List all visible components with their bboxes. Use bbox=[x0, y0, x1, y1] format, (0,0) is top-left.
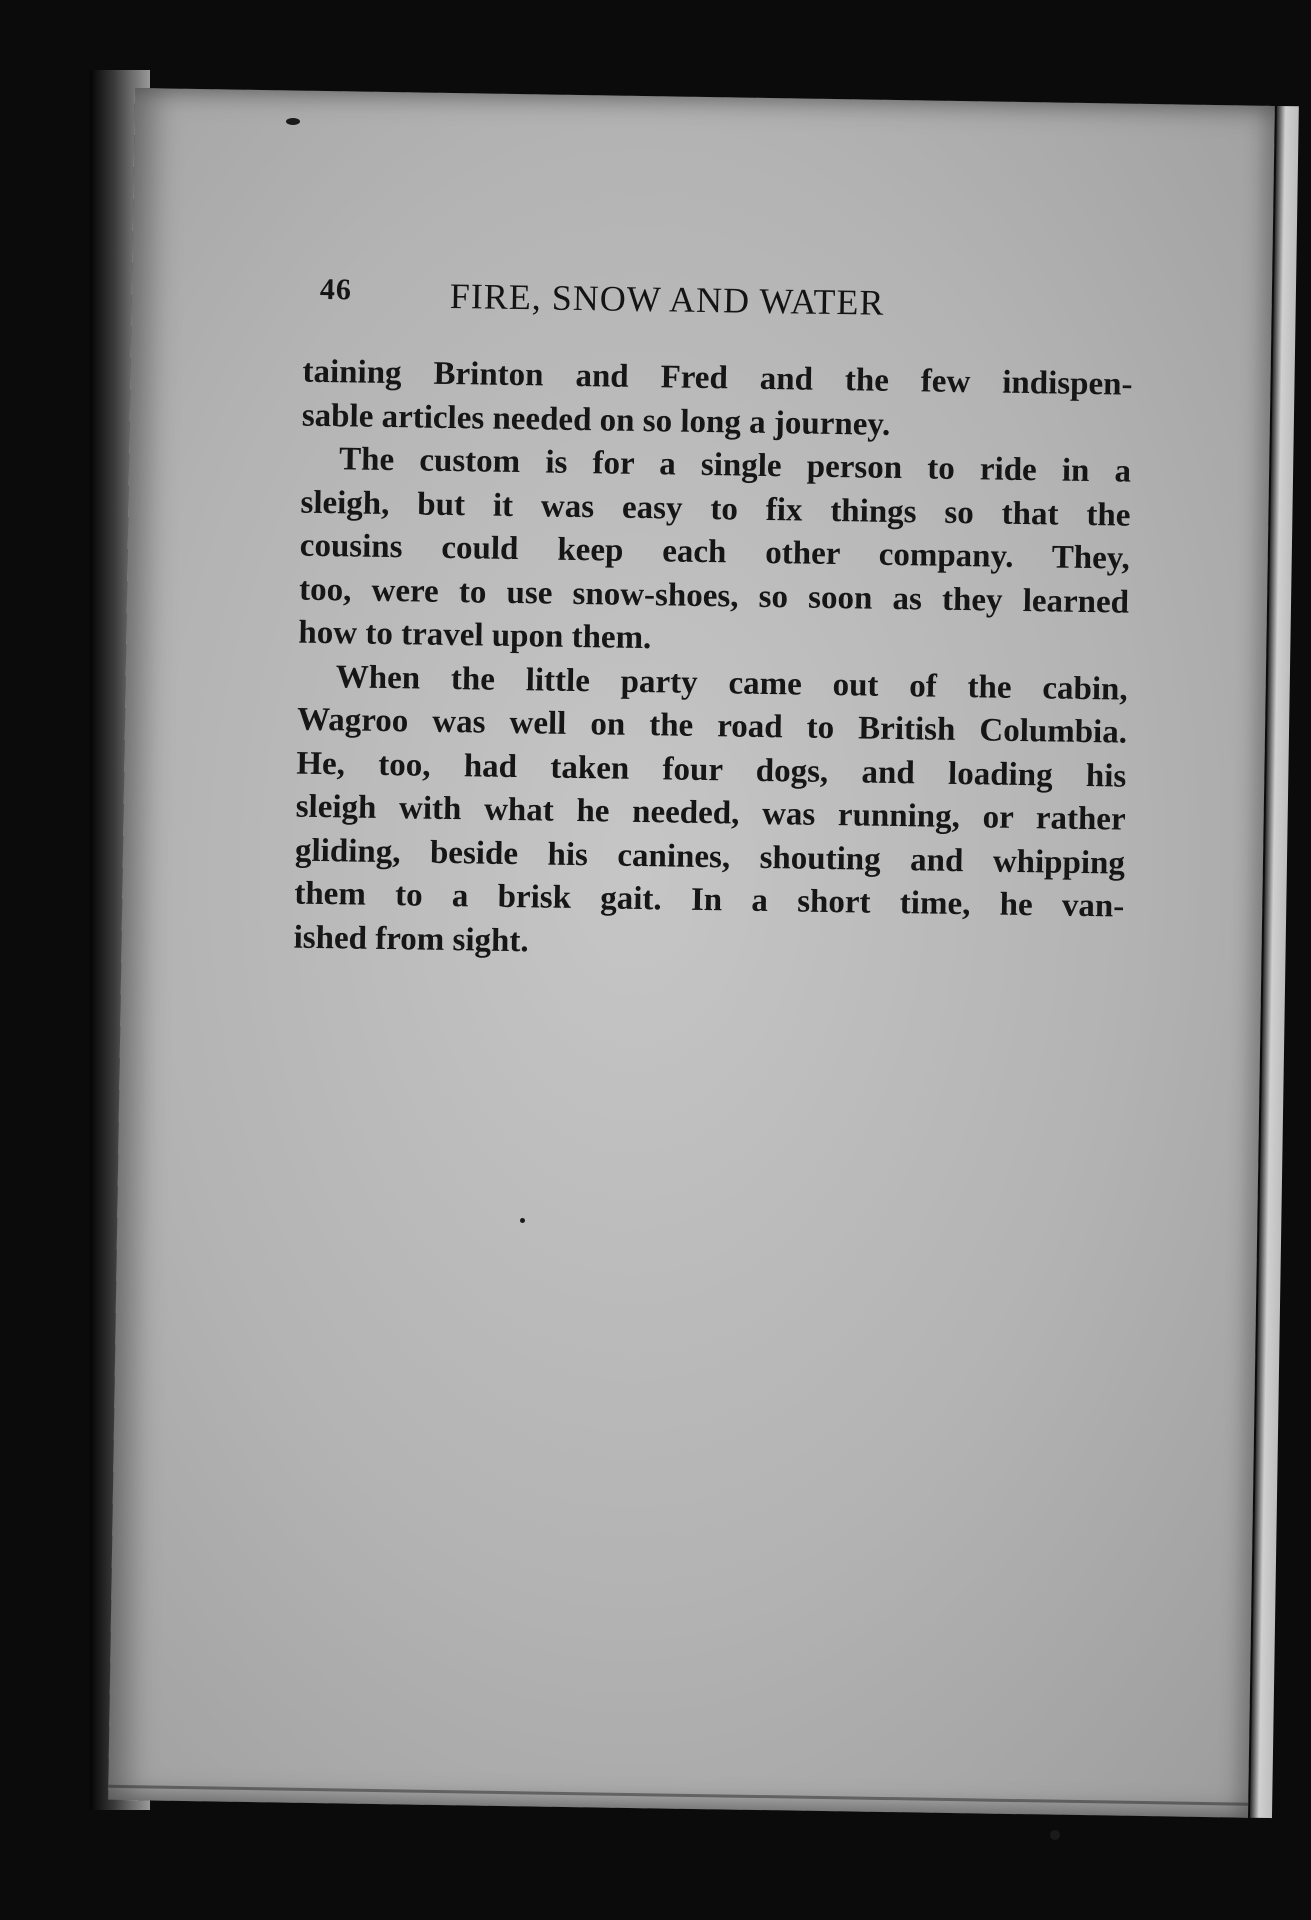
text-line: He, too, had taken four dogs, and loading his bbox=[296, 745, 1127, 795]
text-line: gliding, beside his canines, shouting and whipping bbox=[294, 832, 1126, 882]
book-page bbox=[108, 88, 1275, 1818]
text-line: cousins could keep each other company. They, bbox=[299, 527, 1131, 577]
text-line: sable articles needed on so long a journey. bbox=[301, 397, 891, 443]
scan-speck bbox=[286, 118, 300, 125]
scan-speck bbox=[520, 1218, 525, 1223]
paragraph bbox=[293, 655, 1128, 972]
text-line: sleigh with what he needed, was running, or rather bbox=[295, 788, 1126, 838]
paragraph bbox=[298, 438, 1131, 669]
text-line: Wagroo was well on the road to British Columbia. bbox=[296, 701, 1128, 751]
text-line: The custom is for a single person to ride in a bbox=[338, 441, 1132, 490]
text-line: too, were to use snow-shoes, so soon as they learned bbox=[298, 571, 1130, 621]
page-number: 46 bbox=[319, 272, 353, 307]
text-line: sleigh, but it was easy to fix things so that the bbox=[300, 484, 1131, 534]
running-title: FIRE, SNOW AND WATER bbox=[449, 275, 885, 323]
page-header bbox=[319, 272, 1140, 323]
paragraph bbox=[302, 351, 1133, 451]
text-line: When the little party came out of the cabin, bbox=[335, 658, 1128, 708]
text-line: how to travel upon them. bbox=[298, 614, 652, 657]
text-line: them to a brisk gait. In a short time, he van- bbox=[294, 875, 1125, 925]
page-bottom-edge bbox=[108, 1785, 1248, 1806]
page-edge bbox=[1250, 106, 1299, 1818]
scan-speck bbox=[1050, 1830, 1060, 1840]
text-line: taining Brinton and Fred and the few indispen- bbox=[302, 353, 1133, 403]
body-text bbox=[293, 351, 1132, 973]
text-line: ished from sight. bbox=[293, 919, 529, 959]
